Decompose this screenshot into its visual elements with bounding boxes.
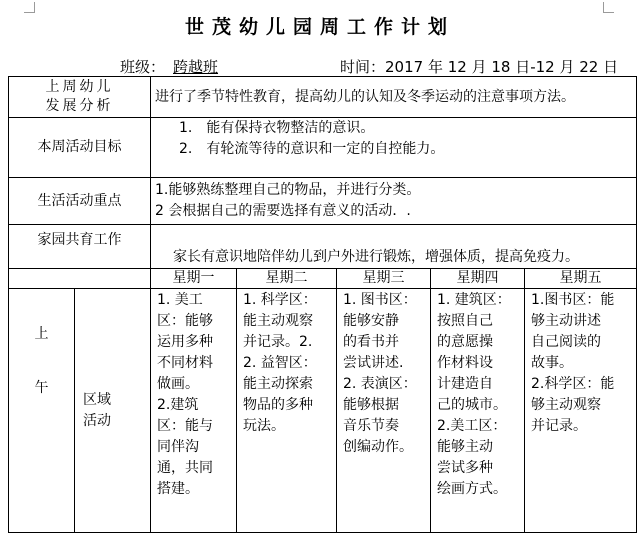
cell-line: 够主动讲述 [531,313,601,329]
goals-label: 本周活动目标 [9,118,151,178]
cell-line: 创编动作。 [343,439,413,455]
row-morning [9,289,637,533]
cell-line: 2.美工区： [437,418,507,434]
morning-cell-tue [237,289,337,533]
cell-line: 同伴沟 [157,439,199,455]
cell-line: 通，共同 [157,460,213,476]
day-header-mon: 星期一 [151,269,237,289]
cell-line: 够主动观察 [531,397,601,413]
cell-line: 不同材料 [157,355,213,371]
cell-line: 尝试多种 [437,460,493,476]
row-life [9,178,637,225]
time-value: 2017 年 12 月 18 日-12 月 22 日 [385,58,619,76]
cell-line: 1.图书区：能 [531,292,615,308]
day-header-wed: 星期三 [337,269,431,289]
day-header-thu: 星期四 [431,269,525,289]
days-header-blank [9,269,151,289]
class-value: 跨越班 [173,58,219,76]
day-header-fri: 星期五 [525,269,637,289]
cell-line: 1. 图书区： [343,292,417,308]
life-cell [151,178,637,225]
home-text: 家长有意识地陪伴幼儿到户外进行锻炼，增强体质，提高免疫力。 [151,225,637,269]
morning-label-bottom: 午 [34,380,49,396]
cell-line: 物品的多种 [243,397,313,413]
cell-line: 的看书并 [343,334,399,350]
cell-line: 1. 美工 [157,292,203,308]
cell-line: 绘画方式。 [437,481,507,497]
row-goals [9,118,637,178]
class-label: 班级： [120,58,166,76]
life-item-2: 2 会根据自己的需要选择有意义的活动．. [155,203,411,219]
cell-line: 能够主动 [437,439,493,455]
cell-line: 作材料设 [437,355,493,371]
cell-line: 故事。 [531,355,573,371]
morning-label [9,289,75,533]
morning-cell-thu [431,289,525,533]
cell-line: 搭建。 [157,481,199,497]
cell-line: 运用多种 [157,334,213,350]
goal-item-2: 2. 有轮流等待的意识和一定的自控能力。 [179,141,445,157]
row-last-week [9,77,637,118]
last-week-label [9,77,151,118]
cell-line: 2. 表演区： [343,376,417,392]
last-week-text: 进行了季节特性教育，提高幼儿的认知及冬季运动的注意事项方法。 [151,77,637,118]
last-week-label-line2: 发展分析 [45,98,114,114]
morning-label-top: 上 [34,326,49,342]
activity-label-line2: 活动 [83,412,111,429]
cell-line: 按照自己 [437,313,493,329]
goals-cell [151,118,637,178]
cell-line: 能够安静 [343,313,399,329]
time-info [340,56,618,77]
goal-item-1: 1. 能有保持衣物整洁的意识。 [179,120,375,136]
row-home [9,225,637,269]
morning-cell-mon [151,289,237,533]
cell-line: 计建造自 [437,376,493,392]
morning-cell-wed [337,289,431,533]
morning-cell-fri [525,289,637,533]
cell-line: 并记录。 [531,418,587,434]
cell-line: 尝试讲述. [343,355,404,371]
last-week-label-line1: 上周幼儿 [45,79,114,95]
cell-line: 2.科学区：能 [531,376,615,392]
cell-line: 并记录。2. [243,334,313,350]
row-days-header [9,269,637,289]
page-title: 世茂幼儿园周工作计划 [184,16,455,38]
life-label: 生活活动重点 [9,178,151,225]
cell-line: 己的城市。 [437,397,507,413]
cell-line: 自己阅读的 [531,334,601,350]
day-header-tue: 星期二 [237,269,337,289]
cell-line: 区：能够 [157,313,213,329]
cell-line: 1. 科学区： [243,292,317,308]
weekly-plan-table [8,76,637,533]
cell-line: 玩法。 [243,418,285,434]
cell-line: 做画。 [157,376,199,392]
activity-label [75,289,151,533]
cell-line: 能主动观察 [243,313,313,329]
cell-line: 能够根据 [343,397,399,413]
time-label: 时间： [340,58,386,76]
cell-line: 2. 益智区： [243,355,317,371]
cell-line: 区：能与 [157,418,213,434]
cell-line: 1. 建筑区： [437,292,511,308]
activity-label-line1: 区域 [83,391,111,408]
cell-line: 能主动探索 [243,376,313,392]
cell-line: 2.建筑 [157,397,199,413]
class-info [120,56,240,77]
cell-line: 的意愿操 [437,334,493,350]
cell-line: 音乐节奏 [343,418,399,434]
home-label: 家园共育工作 [9,225,151,269]
life-item-1: 1.能够熟练整理自己的物品，并进行分类。 [155,182,421,198]
